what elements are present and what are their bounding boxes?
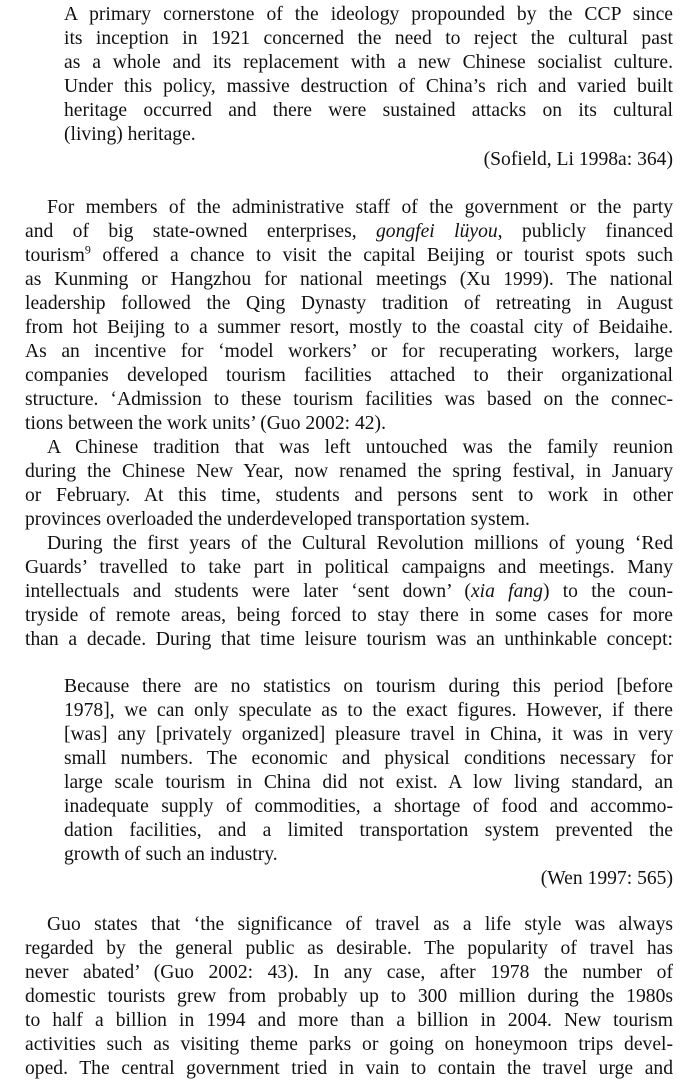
paragraph-line: from hot Beijing to a summer resort, mostly to the coastal city of Beidaihe. [25,317,673,338]
paragraph-line: A Chinese tradition that was left untouched was the family reunion [47,437,673,458]
footnote-marker[interactable]: 9 [84,242,91,257]
quote-line: (living) heritage. [64,124,196,145]
quote-citation: (Sofield, Li 1998a: 364) [483,149,673,170]
quote-line: large scale tourism in China did not exist. A low living standard, an [64,772,673,793]
paragraph-line: For members of the administrative staff of the government or the party [47,197,673,218]
paragraph-line: never abated’ (Guo 2002: 43). In any case, after 1978 the number of [25,962,673,983]
quote-line: small numbers. The economic and physical conditions necessary for [64,748,673,769]
quote-line: as a whole and its replacement with a new Chinese socialist culture. [64,52,673,73]
paragraph-line: or February. At this time, students and persons sent to work in other [25,485,673,506]
paragraph-line: and of big state-owned enterprises, gongfei lüyou, publicly financed [25,221,673,242]
paragraph-line: Guards’ travelled to take part in political campaigns and meetings. Many [25,557,673,578]
paragraph-line: tryside of remote areas, being forced to stay there in some cases for more [25,605,673,626]
paragraph-line: structure. ‘Admission to these tourism facilities was based on the connec- [25,389,673,410]
paragraph-line: activities such as visiting theme parks or going on honeymoon trips devel- [25,1034,673,1055]
quote-line: its inception in 1921 concerned the need to reject the cultural past [64,28,673,49]
chinese-term: xia fang [470,581,543,602]
paragraph-line: As an incentive for ‘model workers’ or for recuperating workers, large [25,341,673,362]
quote-line: 1978], we can only speculate as to the exact figures. However, if there [64,700,673,721]
quote-line: Because there are no statistics on tourism during this period [before [64,676,673,697]
paragraph-line: as Kunming or Hangzhou for national meetings (Xu 1999). The national [25,269,673,290]
paragraph-line: During the first years of the Cultural Revolution millions of young ‘Red [47,533,673,554]
quote-line: inadequate supply of commodities, a shortage of food and accommo- [64,796,673,817]
paragraph-line: to half a billion in 1994 and more than a billion in 2004. New tourism [25,1010,673,1031]
paragraph-line: leadership followed the Qing Dynasty tradition of retreating in August [25,293,673,314]
quote-line: heritage occurred and there were sustained attacks on its cultural [64,100,673,121]
paragraph-line: regarded by the general public as desirable. The popularity of travel has [25,938,673,959]
paragraph-line: Guo states that ‘the significance of travel as a life style was always [47,914,673,935]
paragraph-line: tourism$^9$ offered a chance to visit the capital Beijing or tourist spots such [25,242,673,266]
paragraph-line: oped. The central government tried in vain to contain the travel urge and [25,1058,673,1079]
paragraph-line: provinces overloaded the underdeveloped transportation system. [25,509,530,530]
quote-line: growth of such an industry. [64,844,278,865]
quote-line: Under this policy, massive destruction of China’s rich and varied built [64,76,673,97]
paragraph-line: than a decade. During that time leisure tourism was an unthinkable concept: [25,629,673,650]
quote-line: dation facilities, and a limited transportation system prevented the [64,820,673,841]
paragraph-line: intellectuals and students were later ‘sent down’ (xia fang) to the coun- [25,581,673,602]
paragraph-line: tions between the work units’ (Guo 2002: 42). [25,413,386,434]
paragraph-line: domestic tourists grew from probably up to 300 million during the 1980s [25,986,673,1007]
quote-line: A primary cornerstone of the ideology propounded by the CCP since [64,4,673,25]
chinese-term: gongfei lüyou [375,221,498,242]
paragraph-line: companies developed tourism facilities attached to their organizational [25,365,673,386]
quote-citation: (Wen 1997: 565) [540,868,673,889]
paragraph-line: during the Chinese New Year, now renamed the spring festival, in January [25,461,673,482]
quote-line: [was] any [privately organized] pleasure travel in China, it was in very [64,724,673,745]
